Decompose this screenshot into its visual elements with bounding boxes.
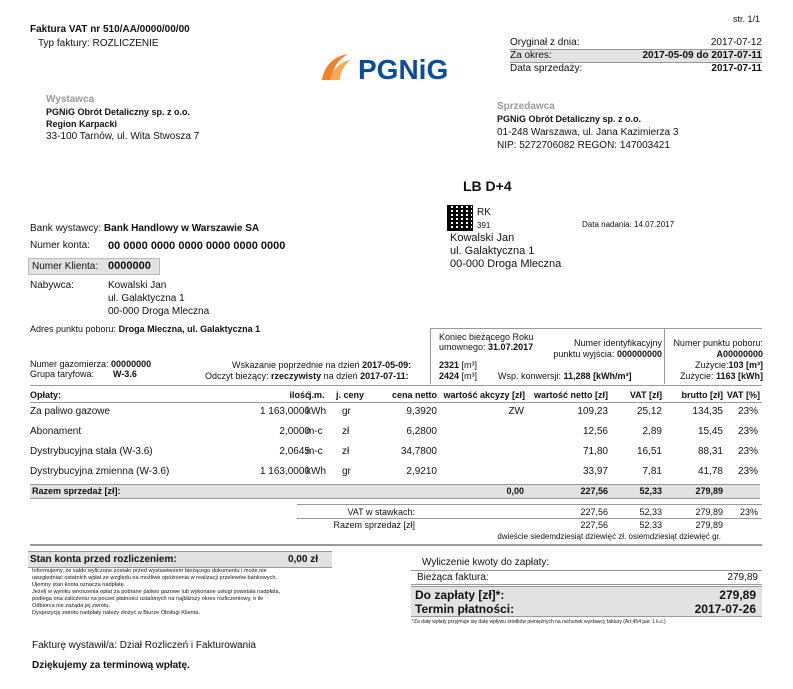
thanks: Dziękujemy za terminową wpłatę. (32, 660, 190, 671)
due-value: 279,89 (719, 588, 756, 602)
delivery-point-label: Adres punktu poboru: (30, 324, 117, 334)
balance-label: Stan konta przed rozliczeniem: (30, 554, 177, 565)
account-value: 00 0000 0000 0000 0000 0000 0000 (108, 240, 286, 252)
sale-date-label: Data sprzedaży: (510, 63, 583, 74)
cell-net-price: 6,2800 (406, 426, 437, 437)
account-label: Numer konta: (30, 240, 91, 251)
cell-vat-rate: 23% (737, 426, 758, 437)
table-row (30, 466, 760, 480)
issued-by: Fakturę wystawił/a: Dział Rozliczeń i Fakturowania (32, 640, 256, 651)
due-box (411, 586, 762, 617)
pgnig-logo (318, 50, 468, 91)
buyer-line-3: 00-000 Droga Mleczna (108, 306, 210, 317)
current-invoice-row (411, 570, 762, 585)
balance-box (28, 551, 332, 568)
cell-name: Dystrybucyjna stała (W-3.6) (30, 446, 153, 457)
vat-summary-label: VAT w stawkach: (347, 507, 415, 517)
send-date: Data nadania: 14.07.2017 (582, 220, 675, 229)
cell-net-value: 71,80 (582, 446, 608, 457)
cell-vat-rate: 23% (737, 466, 758, 477)
total-vat: 52,33 (639, 486, 662, 496)
prev-reading (232, 360, 411, 370)
sale-date: 2017-07-11 (711, 63, 762, 74)
col-excise: wartość akcyzy [zł] (443, 390, 525, 400)
col-qty: ilość (289, 390, 310, 400)
cell-net-value: 109,23 (577, 406, 608, 417)
col-vat: VAT [zł] (629, 390, 662, 400)
curr-label-2: rzeczywisty (271, 371, 322, 381)
balance-note-2: Jeżeli w wyniku wnoszenia opłat za pobrane paliwo gazowe lub wykonane usługi powstała nadpłata, podlega ona zaliczeniu na poczet płatności ustalonych na najbliższy okres rozliczeniowy, o ile Odbiorca nie zażąda jej zwrotu. (32, 589, 281, 609)
usage-m3 (695, 360, 763, 370)
amount-in-words: dwieście siedemdziesiąt dziewięć zł. osiemdziesiąt dziewięć gr. (497, 532, 721, 541)
recipient-line-1: Kowalski Jan (450, 232, 515, 244)
cell-price-unit: zł (342, 446, 350, 457)
prev-unit: [m³] (461, 360, 478, 370)
original-label: Oryginał z dnia: (510, 37, 580, 48)
sales-total-net: 227,56 (580, 520, 608, 530)
vat-summary-gross: 279,89 (695, 507, 723, 517)
issuer-name: PGNiG Obrót Detaliczny sp. z o.o. (46, 107, 191, 117)
curr-label-3: na dzień (323, 371, 358, 381)
cell-price-unit: gr (342, 466, 351, 477)
table-row (30, 406, 760, 420)
invoice-type (38, 38, 159, 49)
col-price-unit: j. ceny (336, 390, 365, 400)
bank-row (30, 223, 259, 234)
seller-title: Sprzedawca (497, 101, 555, 112)
total-label: Razem sprzedaż [zł]: (32, 486, 121, 496)
page-number: str. 1/1 (732, 14, 760, 24)
cell-unit: kWh (306, 466, 326, 477)
sales-total-vat: 52,33 (639, 520, 662, 530)
col-net-price: cena netto (391, 390, 437, 400)
cell-price-unit: zł (342, 426, 350, 437)
bank-label: Bank wystawcy: (30, 223, 102, 234)
prev-value-cell (439, 360, 477, 370)
curr-value: 2424 (439, 371, 460, 381)
recipient-code: RK (477, 207, 491, 218)
total-gross: 279,89 (695, 486, 723, 496)
seller-nip: NIP: 5272706082 REGON: 147003421 (497, 140, 670, 151)
balance-note-3: Dyspozycję zwrotu nadpłaty należy złożyć w Biurze Obsługi Klienta. (32, 610, 200, 616)
charges-total-row (30, 484, 760, 499)
invoice-type-value: ROZLICZENIE (92, 38, 159, 49)
prev-label: Wskazanie poprzednie na dzień (232, 360, 360, 370)
group-value: W-3.6 (113, 369, 137, 379)
current-invoice-label: Bieżąca faktura: (417, 572, 489, 583)
prev-date: 2017-05-09: (362, 360, 412, 370)
barcode-icon (447, 205, 473, 231)
cell-vat-rate: 23% (737, 446, 758, 457)
cell-qty: 1 163,0000 (259, 466, 310, 477)
cell-qty: 2,0000 (279, 426, 310, 437)
client-value: 0000000 (108, 260, 151, 272)
meter-row (30, 359, 151, 369)
col-vat-rate: VAT [%] (726, 390, 760, 400)
sale-date-row (510, 63, 762, 75)
invoice-type-label: Typ faktury: (38, 38, 90, 49)
balance-value: 0,00 zł (287, 554, 318, 565)
conv-label: Wsp. konwersji: (498, 371, 562, 381)
current-invoice-value: 279,89 (727, 572, 758, 583)
bank-value: Bank Handlowy w Warszawie SA (103, 223, 260, 234)
cell-gross: 134,35 (692, 406, 723, 417)
cell-unit: m-c (306, 426, 323, 437)
year-end-label-2: umownego: (439, 342, 486, 352)
cell-net-value: 12,56 (582, 426, 608, 437)
col-net-value: wartość netto [zł] (533, 390, 608, 400)
cell-unit: kWh (306, 406, 326, 417)
original-row (510, 37, 762, 49)
period-row (510, 50, 762, 62)
col-unit: j.m. (309, 390, 325, 400)
usage-m3-value: 103 [m³] (728, 360, 763, 370)
prev-value: 2321 (439, 360, 460, 370)
exit-id-value: 000000000 (616, 349, 662, 359)
cell-net-price: 34,7800 (400, 446, 437, 457)
col-gross: brutto [zł] (681, 390, 723, 400)
sales-total-gross: 279,89 (695, 520, 723, 530)
group-label: Grupa taryfowa: (30, 369, 95, 379)
curr-date: 2017-07-11: (360, 371, 409, 381)
curr-value-cell (439, 371, 477, 381)
usage-m3-label: Zużycie: (694, 360, 729, 370)
recipient-line-2: ul. Galaktyczna 1 (450, 245, 535, 257)
cell-vat: 16,51 (636, 446, 662, 457)
cell-vat-rate: 23% (737, 406, 758, 417)
delivery-point (30, 324, 260, 334)
period-label: Za okres: (510, 50, 552, 61)
cell-unit: m-c (306, 446, 323, 457)
cell-net-price: 2,9210 (406, 466, 437, 477)
exit-id-label-2: punktu wyjścia: (553, 349, 615, 359)
client-number-box (28, 258, 160, 275)
meter-label: Numer gazomierza: (30, 359, 109, 369)
delivery-point-value: Droga Mleczna, ul. Galaktyczna 1 (118, 324, 261, 334)
invoice-title: Faktura VAT nr 510/AA/0000/00/00 (30, 24, 190, 35)
cell-qty: 2,0645 (279, 446, 310, 457)
vat-summary-vat: 52,33 (639, 507, 662, 517)
col-fees: Opłaty: (30, 390, 62, 400)
table-row (30, 426, 760, 440)
curr-reading (205, 371, 409, 381)
year-end-value: 31.07.2017 (488, 342, 534, 352)
deadline-value: 2017-07-26 (694, 602, 756, 616)
cell-net-price: 9,3920 (406, 406, 437, 417)
deadline-label: Termin płatności: (415, 602, 515, 616)
year-end-label-1: Koniec bieżącego Roku (439, 332, 534, 342)
usage-kwh-value: 1163 [kWh] (715, 371, 763, 381)
conversion (498, 371, 632, 381)
cell-gross: 41,78 (697, 466, 723, 477)
due-label: Do zapłaty [zł]*: (415, 588, 505, 602)
issuer-title: Wystawca (46, 94, 95, 105)
total-net: 227,56 (580, 486, 608, 496)
exit-id (553, 349, 662, 359)
year-end (439, 342, 533, 352)
vat-summary-net: 227,56 (580, 507, 608, 517)
cell-price-unit: gr (342, 406, 351, 417)
balance-note-1: Informujemy, że saldo wyliczone zostało przed wystawieniem bieżącego dokumentu i może nie uwzględniać ostatnich wpłat ze względu na możliwe opóźnienia w realizacji przelewów bankowych. Ujemny stan konta oznacza nadpłatę. (32, 568, 278, 588)
tariff-code: LB D+4 (463, 178, 512, 194)
cell-name: Dystrybucyjna zmienna (W-3.6) (30, 466, 170, 477)
usage-kwh-label: Zużycie: (679, 371, 714, 381)
total-excise: 0,00 (506, 486, 524, 496)
cell-net-value: 33,97 (582, 466, 608, 477)
pp-number-label: Numer punktu poboru: (673, 338, 763, 348)
conv-value: 11,288 [kWh/m³] (563, 371, 632, 381)
payment-footnote: *Za datę wpłaty przyjmuje się datę wpływu środków pieniężnych na rachunek wystawcy faktury (Art.454 par. 1 k.c.) (412, 619, 666, 625)
cell-gross: 88,31 (697, 446, 723, 457)
buyer-label: Nabywca: (30, 280, 74, 291)
cell-name: Za paliwo gazowe (30, 406, 111, 417)
curr-unit: [m³] (461, 371, 478, 381)
cell-vat: 25,12 (636, 406, 662, 417)
cell-vat: 7,81 (642, 466, 662, 477)
client-label: Numer Klienta: (32, 261, 99, 272)
sales-total-label: Razem sprzedaż [zł] (333, 520, 415, 530)
seller-address: 01-248 Warszawa, ul. Jana Kazimierza 3 (497, 127, 679, 138)
recipient-line-3: 00-000 Droga Mleczna (450, 258, 562, 270)
cell-vat: 2,89 (642, 426, 662, 437)
usage-kwh (680, 371, 763, 381)
meter-value: 00000000 (111, 359, 152, 369)
balance-notes (32, 568, 282, 617)
cell-name: Abonament (30, 426, 82, 437)
seller-name: PGNiG Obrót Detaliczny sp. z o.o. (497, 114, 642, 124)
issuer-address: 33-100 Tarnów, ul. Wita Stwosza 7 (46, 131, 200, 142)
cell-qty: 1 163,0000 (259, 406, 310, 417)
payment-title: Wyliczenie kwoty do zapłaty: (422, 557, 550, 568)
flame-icon (318, 50, 468, 86)
buyer-line-2: ul. Galaktyczna 1 (108, 293, 185, 304)
vat-summary-rate: 23% (739, 507, 758, 517)
pp-number-value: A00000000 (716, 349, 763, 359)
recipient-code-num: 391 (477, 221, 491, 230)
period-value: 2017-05-09 do 2017-07-11 (642, 50, 762, 61)
buyer-line-1: Kowalski Jan (108, 280, 167, 291)
table-row (30, 446, 760, 460)
logo-text: PGNiG (358, 54, 449, 85)
original-date: 2017-07-12 (710, 37, 762, 48)
curr-label-1: Odczyt bieżący: (205, 371, 269, 381)
exit-id-label-1: Numer identyfikacyjny (573, 338, 662, 348)
cell-gross: 15,45 (697, 426, 723, 437)
issuer-region: Region Karpacki (46, 119, 118, 129)
cell-excise: ZW (508, 406, 524, 417)
